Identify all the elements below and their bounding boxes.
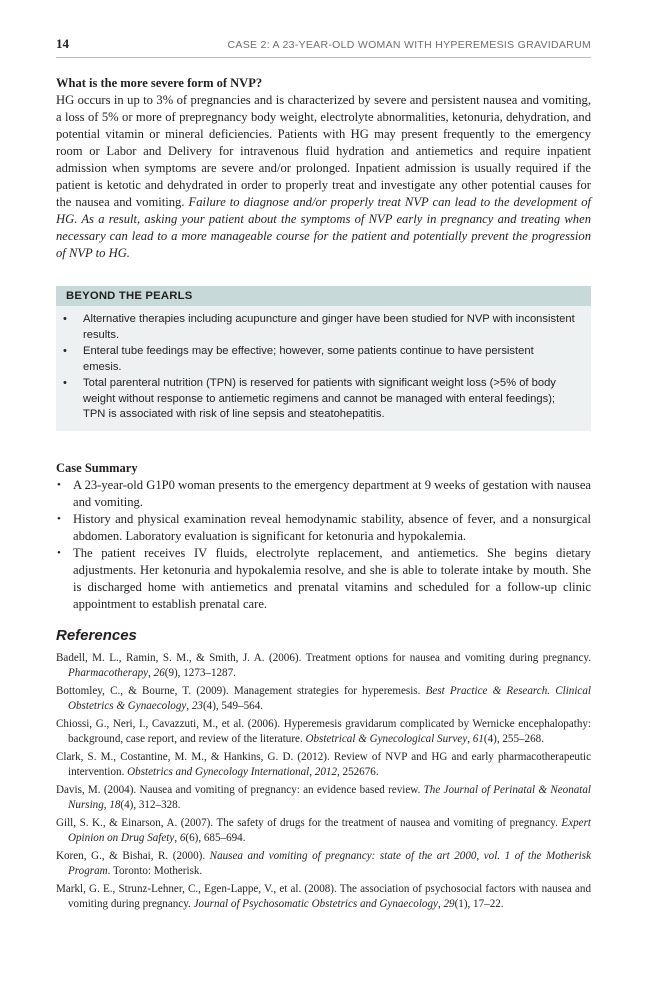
case-summary-item: • The patient receives IV fluids, electrolyte replacement, and antiemetics. She begins dietary adjustments. Her ketonuria and hypokalemia resolve, and she is able to tolerate intake by mouth. She is discharged home with antiemetics and prenatal vitamins and scheduled for a follow-up clinic appointment to establish prenatal care. <box>73 545 591 613</box>
pearls-item: • Total parenteral nutrition (TPN) is reserved for patients with significant weight loss (>5% of body weight without response to antiemetic regimens and cannot be managed with enteral feedings); TPN is associated with risk of line sepsis and steatohepatitis. <box>83 376 575 423</box>
running-title: CASE 2: A 23-YEAR-OLD WOMAN WITH HYPEREMESIS GRAVIDARUM <box>227 39 591 51</box>
references-section <box>56 627 591 913</box>
case-summary-heading: Case Summary <box>56 460 138 475</box>
reference-entry: Gill, S. K., & Einarson, A. (2007). The safety of drugs for the treatment of nausea and vomiting of pregnancy. Expert Opinion on Drug Safety, 6(6), 685–694. <box>56 816 591 844</box>
case-summary-list <box>56 477 591 613</box>
case-summary-item: • History and physical examination reveal hemodynamic stability, absence of fever, and a nonsurgical abdomen. Laboratory evaluation is significant for ketonuria and hypokalemia. <box>73 511 591 545</box>
severe-form-section <box>56 76 591 262</box>
reference-entry: Bottomley, C., & Bourne, T. (2009). Management strategies for hyperemesis. Best Practice & Research. Clinical Obstetrics & Gynaecology, 23(4), 549–564. <box>56 684 591 712</box>
reference-entry: Badell, M. L., Ramin, S. M., & Smith, J. A. (2006). Treatment options for nausea and vomiting during pregnancy. Pharmacotherapy, 26(9), 1273–1287. <box>56 651 591 679</box>
body-text: HG occurs in up to 3% of pregnancies and is characterized by severe and persistent nausea and vomiting, a loss of 5% or more of prepregnancy body weight, electrolyte abnormalities, ketonuria, dehydration, and potential vitamin or mineral deficiencies. Patients with HG may present frequently to the emergency room or Labor and Delivery for intravenous fluid hydration and antiemetics and require inpatient admission when symptoms are severe and/or prolonged. Inpatient admission is usually required if the patient is ketotic and dehydrated in order to properly treat and investigate any other potential causes for the nausea and vomiting. <box>56 93 591 209</box>
body-paragraph <box>56 92 591 262</box>
book-page <box>56 36 591 915</box>
case-summary-section <box>56 461 591 613</box>
page-number: 14 <box>56 36 69 51</box>
pearls-item: • Enteral tube feedings may be effective; however, some patients continue to have persistent emesis. <box>83 344 575 375</box>
section-heading: What is the more severe form of NVP? <box>56 76 263 90</box>
references-heading: References <box>56 626 137 644</box>
case-summary-item: • A 23-year-old G1P0 woman presents to the emergency department at 9 weeks of gestation with nausea and vomiting. <box>73 477 591 511</box>
reference-entry: Clark, S. M., Costantine, M. M., & Hankins, G. D. (2012). Review of NVP and HG and early pharmacotherapeutic intervention. Obstetrics and Gynecology International, 2012, 252676. <box>56 750 591 778</box>
running-header <box>56 36 591 58</box>
reference-entry: Koren, G., & Bishai, R. (2000). Nausea and vomiting of pregnancy: state of the art 2000, vol. 1 of the Motherisk Program. Toronto: Motherisk. <box>56 849 591 877</box>
pearls-list <box>56 312 591 423</box>
pearls-heading: BEYOND THE PEARLS <box>56 286 591 306</box>
reference-entry: Chiossi, G., Neri, I., Cavazzuti, M., et al. (2006). Hyperemesis gravidarum complicated by Wernicke encephalopathy: background, case report, and review of the literature. Obstetrical & Gynecological Survey, 61(4), 255–268. <box>56 717 591 745</box>
beyond-the-pearls-box <box>56 286 591 431</box>
pearls-item: • Alternative therapies including acupuncture and ginger have been studied for NVP with inconsistent results. <box>83 312 575 343</box>
reference-entry: Davis, M. (2004). Nausea and vomiting of pregnancy: an evidence based review. The Journal of Perinatal & Neonatal Nursing, 18(4), 312–328. <box>56 783 592 811</box>
body-text-italic: Failure to diagnose and/or properly treat NVP can lead to the development of HG. As a result, asking your patient about the symptoms of NVP early in pregnancy and treating when necessary can lead to a more manageable course for the patient and potentially prevent the progression of NVP to HG. <box>56 195 591 260</box>
reference-entry: Markl, G. E., Strunz-Lehner, C., Egen-Lappe, V., et al. (2008). The association of psychosocial factors with nausea and vomiting during pregnancy. Journal of Psychosomatic Obstetrics and Gynaecology, 29(1), 17–22. <box>56 882 591 910</box>
references-list <box>56 651 591 913</box>
